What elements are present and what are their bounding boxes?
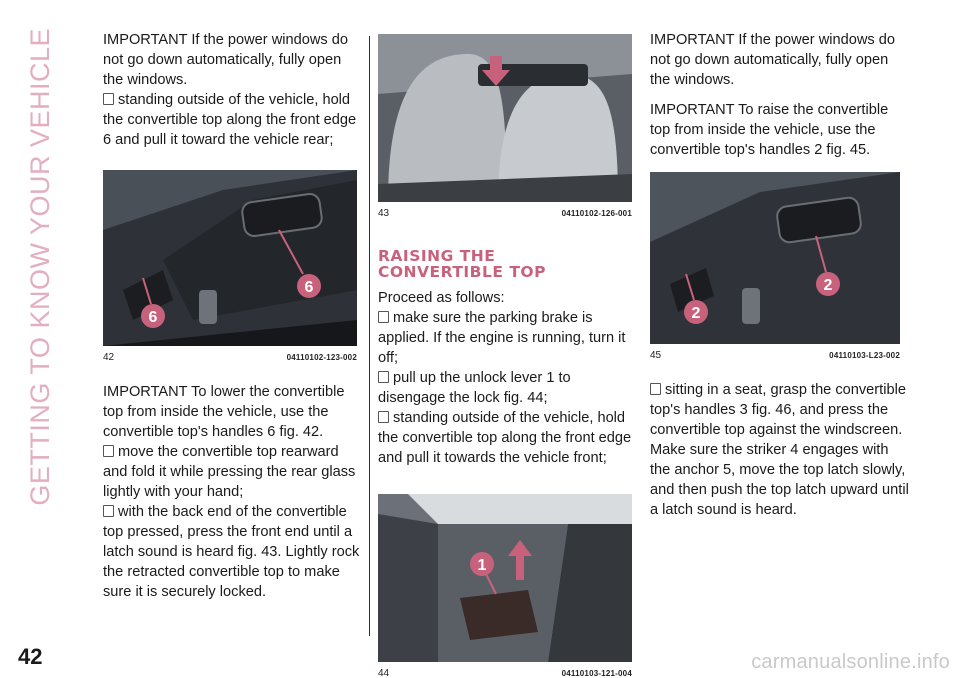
important-note-windows: IMPORTANT If the power windows do not go down automatically, fully open the windows. bbox=[103, 32, 348, 88]
step-unlock-lever bbox=[378, 368, 640, 408]
figure-45-caption bbox=[650, 346, 900, 366]
step-grasp-handles bbox=[650, 380, 912, 520]
step-text: standing outside of the vehicle, hold the convertible top along the front edge 6 and pull it toward the vehicle rear; bbox=[103, 92, 357, 148]
step-press-front-end bbox=[103, 502, 365, 602]
figure-44-photo bbox=[378, 494, 632, 662]
figure-number: 44 bbox=[378, 668, 390, 678]
figure-44 bbox=[378, 494, 632, 678]
checkbox-bullet-icon bbox=[103, 93, 114, 105]
column-3 bbox=[650, 30, 912, 520]
step-parking-brake bbox=[378, 308, 640, 368]
figure-code: 04110102-123-002 bbox=[286, 353, 357, 362]
checkbox-bullet-icon bbox=[378, 371, 389, 383]
figure-code: 04110102-126-001 bbox=[561, 209, 632, 218]
checkbox-bullet-icon bbox=[378, 411, 389, 423]
column-2 bbox=[378, 34, 640, 678]
svg-text:1: 1 bbox=[477, 557, 487, 574]
chapter-side-title bbox=[8, 28, 72, 506]
step-text: move the convertible top rearward and fold it while pressing the rear glass lightly with your hand; bbox=[103, 444, 356, 500]
figure-43 bbox=[378, 34, 632, 224]
checkbox-bullet-icon bbox=[103, 445, 114, 457]
column-1 bbox=[103, 30, 365, 602]
step-pull-front bbox=[378, 408, 640, 468]
figure-number: 45 bbox=[650, 350, 662, 361]
figure-44-caption bbox=[378, 664, 632, 678]
checkbox-bullet-icon bbox=[650, 383, 661, 395]
svg-text:6: 6 bbox=[148, 309, 158, 326]
important-note-lower: IMPORTANT To lower the convertible top from inside the vehicle, use the convertible top's handles 6 fig. 42. bbox=[103, 384, 345, 440]
section-heading: RAISING THE CONVERTIBLE TOP bbox=[378, 247, 546, 281]
figure-43-caption bbox=[378, 204, 632, 224]
svg-text:6: 6 bbox=[304, 279, 314, 296]
figure-code: 04110103-121-004 bbox=[561, 669, 632, 678]
step-text: pull up the unlock lever 1 to disengage the lock fig. 44; bbox=[378, 370, 571, 406]
column-divider bbox=[369, 36, 370, 636]
important-note-windows-raise: IMPORTANT If the power windows do not go down automatically, fully open the windows. bbox=[650, 32, 895, 88]
svg-text:2: 2 bbox=[691, 305, 701, 322]
step-text: make sure the parking brake is applied. If the engine is running, turn it off; bbox=[378, 310, 626, 366]
section-intro: Proceed as follows: bbox=[378, 290, 505, 306]
step-text: sitting in a seat, grasp the convertible top's handles 3 fig. 46, and press the convertible top against the windscreen. Make sure the striker 4 engages with the anchor 5, move the top latch slowly, and then push the top latch upward until a latch sound is heard. bbox=[650, 382, 909, 518]
figure-45 bbox=[650, 172, 900, 366]
figure-42-caption bbox=[103, 348, 357, 368]
step-text: standing outside of the vehicle, hold the convertible top along the front edge and pull it towards the vehicle front; bbox=[378, 410, 632, 466]
important-note-raise-inside: IMPORTANT To raise the convertible top from inside the vehicle, use the convertible top's handles 2 fig. 45. bbox=[650, 102, 889, 158]
step-move-rearward bbox=[103, 442, 365, 502]
figure-42-photo bbox=[103, 170, 357, 346]
figure-number: 42 bbox=[103, 352, 115, 363]
checkbox-bullet-icon bbox=[103, 505, 114, 517]
step-text: with the back end of the convertible top pressed, press the front end until a latch sound is heard fig. 43. Lightly rock the retracted convertible top to make sure it is securely locked. bbox=[103, 504, 360, 600]
figure-42 bbox=[103, 170, 357, 368]
chapter-side-title-text: GETTING TO KNOW YOUR VEHICLE bbox=[24, 28, 55, 506]
step-hold-front-edge bbox=[103, 90, 365, 150]
checkbox-bullet-icon bbox=[378, 311, 389, 323]
figure-45-photo bbox=[650, 172, 900, 344]
watermark: carmanualsonline.info bbox=[751, 651, 950, 673]
page-number: 42 bbox=[18, 644, 43, 669]
figure-43-photo bbox=[378, 34, 632, 202]
svg-text:2: 2 bbox=[823, 277, 833, 294]
figure-code: 04110103-L23-002 bbox=[829, 351, 900, 360]
figure-number: 43 bbox=[378, 208, 390, 219]
